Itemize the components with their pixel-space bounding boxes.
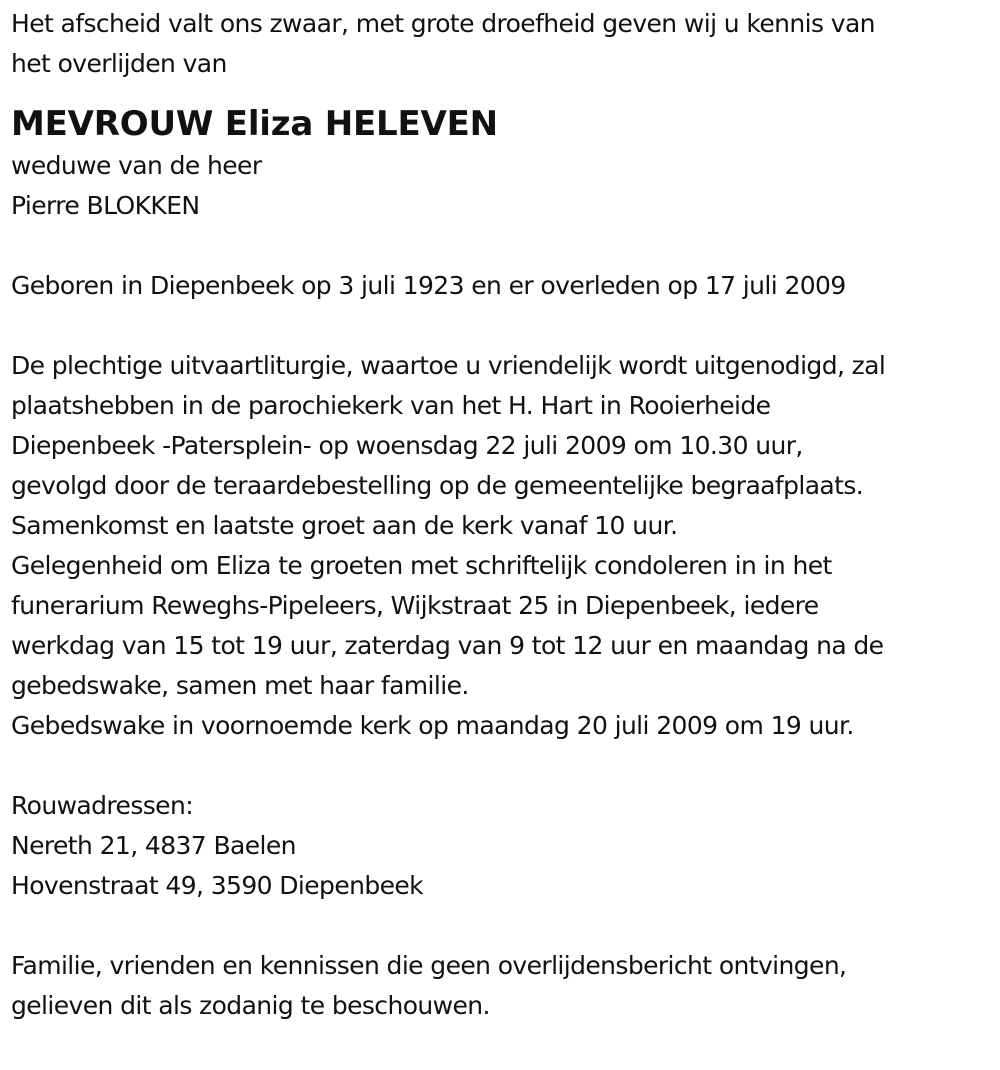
spacer <box>11 906 996 946</box>
deceased-name: MEVROUW Eliza HELEVEN <box>11 104 498 144</box>
ceremony-line-1: De plechtige uitvaartliturgie, waartoe u vriendelijk wordt uitgenodigd, zal <box>11 351 886 380</box>
closing-line-2: gelieven dit als zodanig te beschouwen. <box>11 991 490 1020</box>
ceremony-line-9: gebedswake, samen met haar familie. <box>11 671 469 700</box>
ceremony-line-10: Gebedswake in voornoemde kerk op maandag 20 juli 2009 om 19 uur. <box>11 711 854 740</box>
ceremony-line-4: gevolgd door de teraardebestelling op de gemeentelijke begraafplaats. <box>11 471 864 500</box>
intro-line-1: Het afscheid valt ons zwaar, met grote droefheid geven wij u kennis van <box>11 9 875 38</box>
closing-line-1: Familie, vrienden en kennissen die geen overlijdensbericht ontvingen, <box>11 951 847 980</box>
intro-line-2: het overlijden van <box>11 49 227 78</box>
addresses-label: Rouwadressen: <box>11 791 194 820</box>
ceremony-line-2: plaatshebben in de parochiekerk van het H. Hart in Rooierheide <box>11 391 771 420</box>
deceased-spouse: Pierre BLOKKEN <box>11 191 200 220</box>
spacer <box>11 306 996 346</box>
ceremony-line-6: Gelegenheid om Eliza te groeten met schriftelijk condoleren in in het <box>11 551 832 580</box>
ceremony-line-5: Samenkomst en laatste groet aan de kerk vanaf 10 uur. <box>11 511 678 540</box>
ceremony-line-3: Diepenbeek -Patersplein- op woensdag 22 juli 2009 om 10.30 uur, <box>11 431 803 460</box>
address-item-2: Hovenstraat 49, 3590 Diepenbeek <box>11 871 424 900</box>
deceased-relation: weduwe van de heer <box>11 151 262 180</box>
ceremony-line-7: funerarium Reweghs-Pipeleers, Wijkstraat 25 in Diepenbeek, iedere <box>11 591 819 620</box>
obituary-notice <box>11 4 996 1026</box>
ceremony-line-8: werkdag van 15 tot 19 uur, zaterdag van 9 tot 12 uur en maandag na de <box>11 631 884 660</box>
spacer <box>11 226 996 266</box>
address-item-1: Nereth 21, 4837 Baelen <box>11 831 296 860</box>
birth-death-line: Geboren in Diepenbeek op 3 juli 1923 en er overleden op 17 juli 2009 <box>11 271 846 300</box>
spacer <box>11 746 996 786</box>
